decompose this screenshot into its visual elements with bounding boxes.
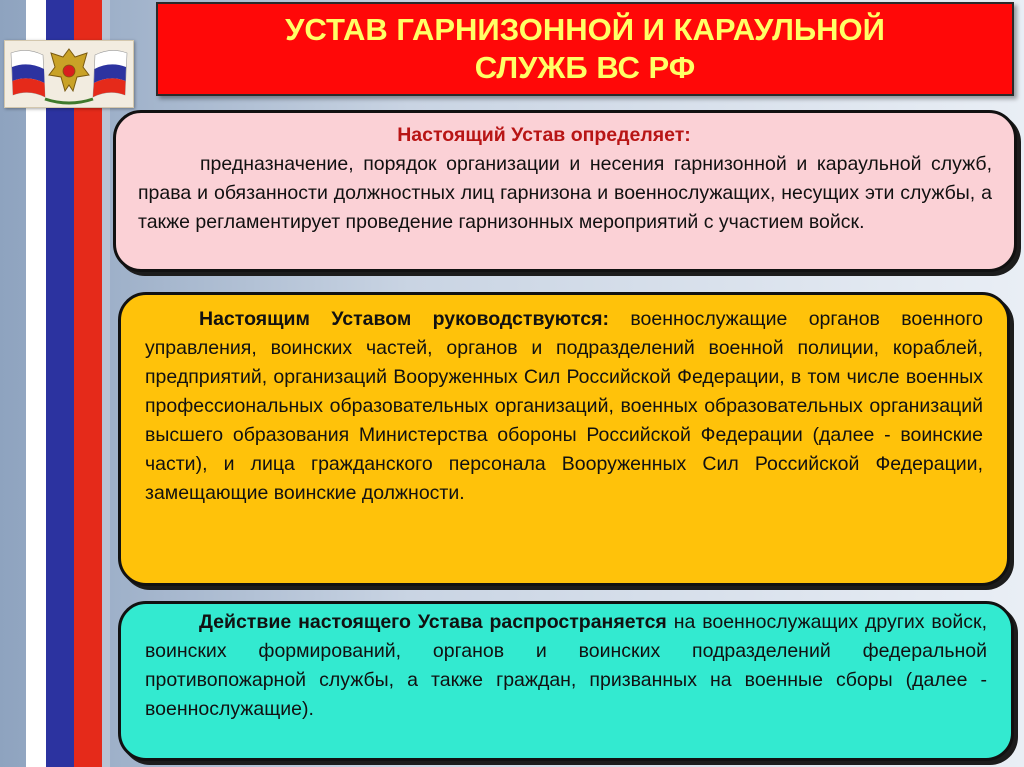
title-line-2: СЛУЖБ ВС РФ [474, 50, 696, 85]
stripe-shadow [102, 0, 110, 767]
flag-stripe-white [26, 0, 46, 767]
slide-title [156, 2, 1014, 96]
definition-panel [113, 110, 1017, 272]
flag-stripe-blue [46, 0, 74, 767]
definition-heading: Настоящий Устав определяет: [397, 124, 691, 146]
guidance-text: военнослужащие органов военного управления, воинских частей, органов и подразделений военной полиции, кораблей, предприятий, организаций Вооруженных Сил Российской Федерации, в том числе военных профессиональных образовательных организаций, военных образовательных организаций высшего образования Министерства обороны Российской Федерации (далее - воинские части), и лица гражданского персонала Вооруженных Сил Российской Федерации, замещающие воинские должности. [145, 308, 983, 504]
flag-stripe-red [74, 0, 102, 767]
guidance-panel [118, 292, 1010, 586]
scope-text: на военнослужащих других войск, воинских формирований, органов и воинских подразделений федеральной противопожарной службы, а также граждан, призванных на военные сборы (далее - военнослужащие). [145, 611, 987, 720]
definition-text: предназначение, порядок организации и несения гарнизонной и караульной служб, права и обязанности должностных лиц гарнизона и военнослужащих, несущих эти службы, а также регламентирует проведение гарнизонных мероприятий с участием войск. [138, 153, 992, 233]
title-line-1: УСТАВ ГАРНИЗОННОЙ И КАРАУЛЬНОЙ [285, 12, 885, 47]
scope-panel [118, 601, 1014, 761]
scope-lead: Действие настоящего Устава распространяется [199, 611, 667, 633]
guidance-lead: Настоящим Уставом руководствуются: [199, 308, 609, 330]
russian-armed-forces-emblem-icon [4, 40, 134, 108]
